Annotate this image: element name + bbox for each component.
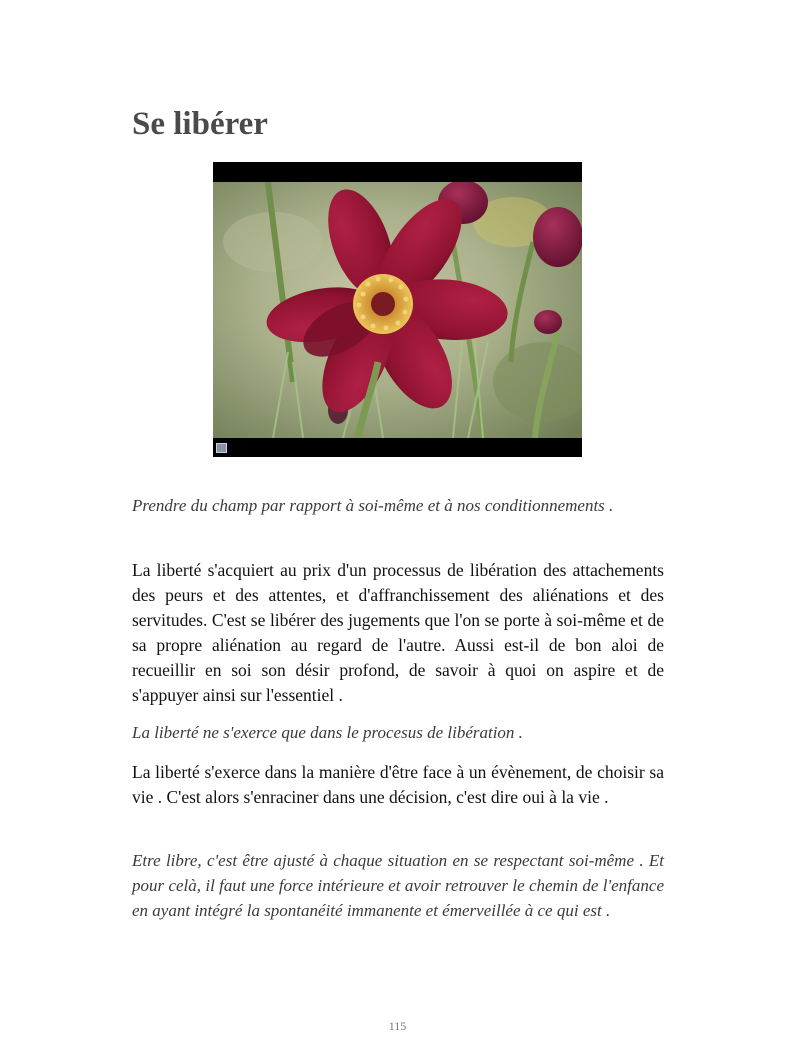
page-number: 115 (388, 1019, 407, 1033)
paragraph-intro: Prendre du champ par rapport à soi-même et à nos conditionnements . (132, 496, 614, 515)
paragraph-facing-event: La liberté s'exerce dans la manière d'être face à un évènement, de choisir sa vie . C'est alors s'enraciner dans une décision, c'est dire oui à la vie . (132, 762, 664, 807)
paragraph-being-free: Etre libre, c'est être ajusté à chaque situation en se respectant soi-même . Et pour celà, il faut une force intérieure et avoir retrouver le chemin de l'enfance en ayant intégré la spontanéité immanente et émerveillée à ce qui est . (132, 851, 664, 920)
page-title: Se libérer (132, 106, 268, 142)
paragraph-liberation-process: La liberté s'acquiert au prix d'un processus de libération des attachements des peurs et des attentes, et d'affranchissement des aliénations et des servitudes. C'est se libérer des jugements que l'on se porte à soi-même et de sa propre aliénation au regard de l'autre. Aussi est-il de bon aloi de recueillir en soi son désir profond, de savoir à quoi on aspire et de s'appuyer ainsi sur l'essentiel . (132, 560, 664, 705)
picture-placeholder-icon (216, 443, 227, 453)
flower-photo-frame (213, 162, 582, 457)
paragraph-liberty-exercise: La liberté ne s'exerce que dans le procesus de libération . (132, 723, 523, 742)
flower-photo (213, 182, 582, 438)
